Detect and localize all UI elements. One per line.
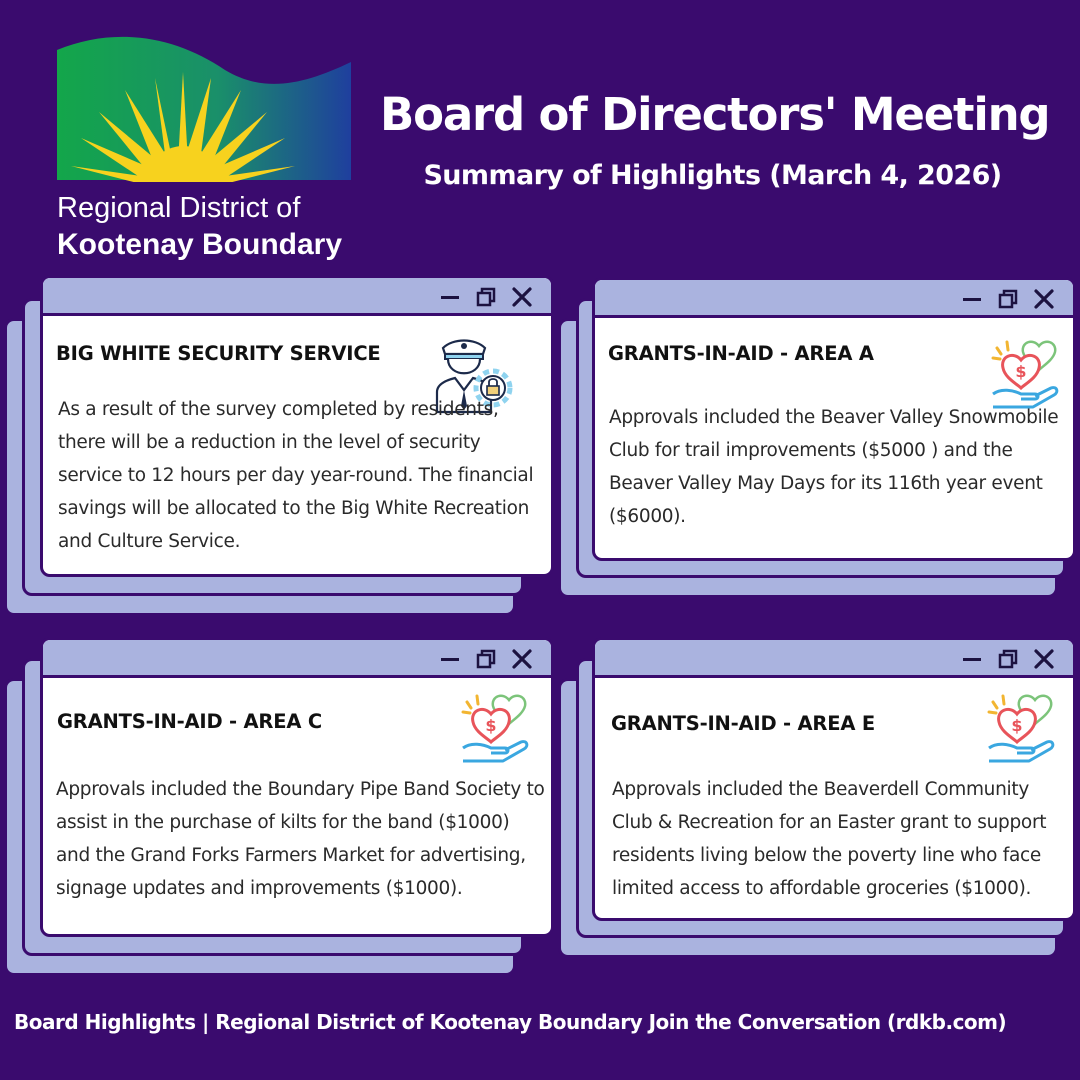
restore-icon[interactable] — [475, 286, 497, 308]
window-titlebar — [43, 640, 551, 678]
logo-text-line1: Regional District of — [57, 192, 301, 224]
close-icon[interactable] — [1033, 288, 1055, 310]
sunrise-logo-icon — [55, 32, 355, 182]
window-titlebar — [595, 640, 1073, 678]
card-title: GRANTS-IN-AID - AREA E — [611, 712, 875, 735]
window-titlebar — [595, 280, 1073, 318]
window-titlebar — [43, 278, 551, 316]
svg-text:$: $ — [485, 716, 497, 735]
minimize-icon[interactable] — [961, 648, 983, 670]
window — [592, 277, 1076, 561]
card-description: Approvals included the Beaverdell Community Club & Recreation for an Easter grant to support residents living below the poverty line who face limited access to affordable groceries ($1000). — [612, 779, 1047, 899]
card-description: Approvals included the Boundary Pipe Band Society to assist in the purchase of kilts for the band ($1000) and the Grand Forks Farmers Market for advertising, signage updates and improvements ($1000). — [56, 779, 545, 899]
page-subtitle: Summary of Highlights (March 4, 2026) — [423, 160, 1002, 191]
card-title: GRANTS-IN-AID - AREA A — [608, 342, 874, 365]
restore-icon[interactable] — [997, 288, 1019, 310]
close-icon[interactable] — [1033, 648, 1055, 670]
card-title: GRANTS-IN-AID - AREA C — [57, 710, 322, 733]
page-title: Board of Directors' Meeting — [380, 88, 1050, 141]
close-icon[interactable] — [511, 286, 533, 308]
logo-text-line2: Kootenay Boundary — [57, 228, 343, 261]
minimize-icon[interactable] — [439, 286, 461, 308]
card-title: BIG WHITE SECURITY SERVICE — [56, 342, 381, 365]
rdkb-logo — [55, 32, 355, 262]
card-description: As a result of the survey completed by residents, there will be a reduction in the level of security service to 12 hours per day year-round. The financial savings will be allocated to the Big White Recreation and Culture Service. — [58, 399, 534, 552]
window — [40, 275, 554, 577]
heart-hand-donation-icon — [461, 692, 533, 764]
footer-text: Board Highlights | Regional District of Kootenay Boundary Join the Conversation (rdkb.com) — [14, 1010, 1007, 1034]
svg-text:$: $ — [1011, 716, 1023, 735]
minimize-icon[interactable] — [961, 288, 983, 310]
heart-hand-donation-icon — [991, 338, 1063, 410]
heart-hand-donation-icon — [987, 692, 1059, 764]
restore-icon[interactable] — [475, 648, 497, 670]
minimize-icon[interactable] — [439, 648, 461, 670]
card-description: Approvals included the Beaver Valley Snowmobile Club for trail improvements ($5000 ) and the Beaver Valley May Days for its 116th year event ($6000). — [609, 407, 1059, 527]
window — [40, 637, 554, 937]
window — [592, 637, 1076, 921]
svg-text:$: $ — [1015, 362, 1027, 381]
restore-icon[interactable] — [997, 648, 1019, 670]
close-icon[interactable] — [511, 648, 533, 670]
